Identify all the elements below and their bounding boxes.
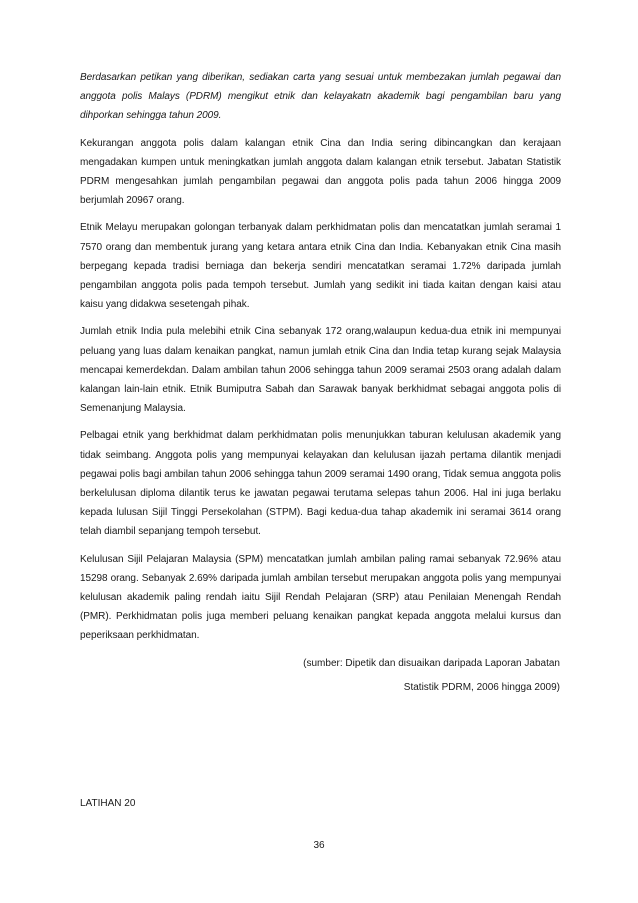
- paragraph-5: Kelulusan Sijil Pelajaran Malaysia (SPM) mencatatkan jumlah ambilan paling ramai sebanyak 72.96% atau 15298 orang. Sebanyak 2.69% daripada jumlah ambilan tersebut merupakan anggota polis yang mempunyai kelulusan akademik paling rendah iaitu Sijil Rendah Pelajaran (SRP) atau Penilaian Menengah Rendah (PMR). Perkhidmatan polis juga memberi peluang kenaikan pangkat kepada anggota melalui kursus dan peperiksaan perkhidmatan.: [80, 553, 561, 642]
- source-citation-line-1: (sumber: Dipetik dan disuaikan daripada Laporan Jabatan: [303, 657, 560, 669]
- paragraph-2: Etnik Melayu merupakan golongan terbanyak dalam perkhidmatan polis dan mencatatkan jumlah seramai 1 7570 orang dan membentuk jurang yang ketara antara etnik Cina dan India. Kebanyakan etnik Cina masih berpegang kepada tradisi berniaga dan bekerja sendiri mencatatkan seramai 1.72% daripada jumlah pengambilan anggota polis pada tempoh tersebut. Jumlah yang sedikit ini tiada kaitan dengan kaisi atau kaisu yang didakwa sesetengah pihak.: [80, 222, 561, 311]
- document-body: [80, 68, 561, 698]
- source-citation-line-2: Statistik PDRM, 2006 hingga 2009): [403, 682, 560, 694]
- page-number: 36: [313, 840, 325, 851]
- paragraph-3: Jumlah etnik India pula melebihi etnik Cina sebanyak 172 orang,walaupun kedua-dua etnik ini mempunyai peluang yang luas dalam kenaikan pangkat, namun jumlah etnik Cina dan India tetap kurang sejak Malaysia mencapai kemerdekdan. Dalam ambilan tahun 2006 sehingga tahun 2009 seramai 2503 orang adalah dalam kalangan lain-lain etnik. Etnik Bumiputra Sabah dan Sarawak banyak berkhidmat sebagai anggota polis di Semenanjung Malaysia.: [80, 326, 561, 415]
- paragraph-4: Pelbagai etnik yang berkhidmat dalam perkhidmatan polis menunjukkan taburan kelulusan akademik yang tidak seimbang. Anggota polis yang mempunyai kelayakan dan kelulusan ijazah pertama dilantik menjadi pegawai polis bagi ambilan tahun 2006 sehingga tahun 2009 seramai 1490 orang, Tidak semua anggota polis berkelulusan diploma dilantik terus ke jawatan pegawai terutama selepas tahun 2006. Hal ini juga berlaku kepada lulusan Sijil Tinggi Persekolahan (STPM). Bagi kedua-dua tahap akademik ini seramai 3614 orang telah diambil sepanjang tempoh tersebut.: [80, 430, 561, 538]
- exercise-label: LATIHAN 20: [80, 798, 136, 809]
- paragraph-1: Kekurangan anggota polis dalam kalangan etnik Cina dan India sering dibincangkan dan kerajaan mengadakan kumpen untuk meningkatkan jumlah anggota dalam kalangan etnik tersebut. Jabatan Statistik PDRM mengesahkan jumlah pengambilan pegawai dan anggota polis pada tahun 2006 hingga 2009 berjumlah 20967 orang.: [80, 137, 561, 207]
- task-instruction: Berdasarkan petikan yang diberikan, sediakan carta yang sesuai untuk membezakan jumlah pegawai dan anggota polis Malays (PDRM) mengikut etnik dan kelayakatn akademik bagi pengambilan baru yang dihporkan sehingga tahun 2009.: [80, 72, 561, 122]
